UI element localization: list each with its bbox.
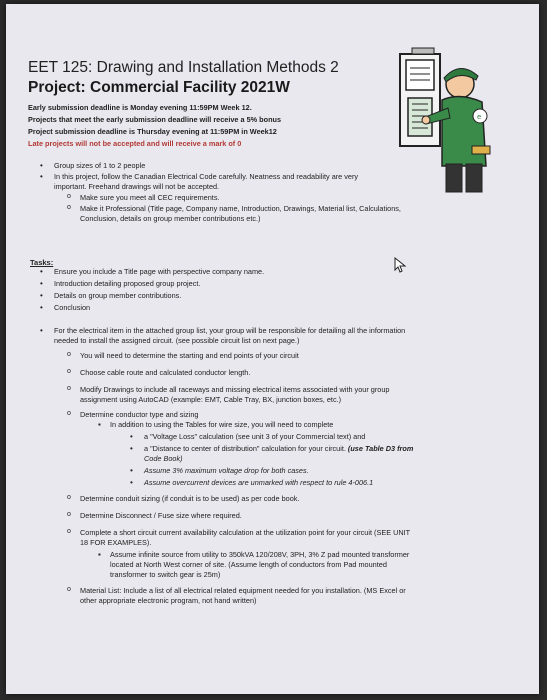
wire-size-item: ▪ In addition to using the Tables for wire size, you will need to complete xyxy=(110,420,333,430)
material-list-subitem-line1: o Material List: Include a list of all electrical related equipment needed for you installation. (MS Excel or xyxy=(80,586,406,596)
start-end-points-subitem: o You will need to determine the starting and end points of your circuit xyxy=(80,351,299,361)
professional-subitem-line2: Conclusion, details on group member contributions etc.) xyxy=(80,214,261,223)
conductor-sizing-subitem: o Determine conductor type and sizing xyxy=(80,410,198,420)
document-page xyxy=(6,4,539,694)
overcurrent-assumption: • Assume overcurrent devices are unmarked with respect to rule 4-006.1 xyxy=(144,478,373,488)
cec-requirements-subitem: o Make sure you meet all CEC requirements. xyxy=(80,193,220,203)
project-title: Project: Commercial Facility 2021W xyxy=(28,79,290,96)
task-item: • Introduction detailing proposed group project. xyxy=(54,279,200,289)
cable-route-subitem: o Choose cable route and calculated conductor length. xyxy=(80,368,250,378)
bonus-text: Projects that meet the early submission deadline will receive a 5% bonus xyxy=(28,115,282,124)
material-list-subitem-line2: other appropriate electronic program, not hand written) xyxy=(80,596,257,605)
professional-subitem-line1: o Make it Professional (Title page, Company name, Introduction, Drawings, Material list, Calculations, xyxy=(80,204,401,214)
short-circuit-subitem-line1: o Complete a short circuit current availability calculation at the utilization point for your circuit (SEE UNIT xyxy=(80,528,410,538)
code-book-note: Code Book) xyxy=(144,454,183,463)
late-policy-text: Late projects will not be accepted and will receive a mark of 0 xyxy=(28,139,242,148)
modify-drawings-subitem-line1: o Modify Drawings to include all raceways and missing electrical items associated with your group xyxy=(80,385,389,395)
tasks-heading: Tasks: xyxy=(30,258,54,267)
mouse-pointer-icon xyxy=(394,257,408,273)
distance-center-text: a "Distance to center of distribution" calculation for your circuit. xyxy=(144,444,346,453)
modify-drawings-subitem-line2: assignment using AutoCAD (example: EMT, Cable Tray, BX, junction boxes, etc.) xyxy=(80,395,342,404)
group-size-bullet: • Group sizes of 1 to 2 people xyxy=(54,161,145,171)
voltage-loss-item: • a "Voltage Loss" calculation (see unit 3 of your Commercial text) and xyxy=(144,432,365,442)
electrician-clipart-icon xyxy=(398,46,498,196)
distance-center-item xyxy=(144,444,413,454)
infinite-source-item-line1: ▪ Assume infinite source from utility to 350kVA 120/208V, 3PH, 3% Z pad mounted transformer xyxy=(110,550,409,560)
task-item: • Ensure you include a Title page with perspective company name. xyxy=(54,267,264,277)
cec-bullet-line1: • In this project, follow the Canadian Electrical Code carefully. Neatness and readability are very xyxy=(54,172,358,182)
task-item: • Details on group member contributions. xyxy=(54,291,181,301)
short-circuit-subitem-line2: 18 FOR EXAMPLES). xyxy=(80,538,152,547)
conduit-sizing-subitem: o Determine conduit sizing (if conduit is to be used) as per code book. xyxy=(80,494,299,504)
voltage-drop-assumption: • Assume 3% maximum voltage drop for both cases. xyxy=(144,466,309,476)
infinite-source-item-line2: located at North West corner of site. (Assume length of conductors from Pad mounted xyxy=(110,560,387,569)
cec-bullet-line2: important. Freehand drawings will not be accepted. xyxy=(54,182,220,191)
table-d3-note: (use Table D3 from xyxy=(347,444,414,453)
task-item: • Conclusion xyxy=(54,303,90,313)
document-title: EET 125: Drawing and Installation Methods 2 xyxy=(28,59,339,76)
svg-text:e: e xyxy=(477,113,482,121)
electrical-lead-line2: needed to install the assigned circuit. (see possible circuit list on next page.) xyxy=(54,336,300,345)
disconnect-fuse-subitem: o Determine Disconnect / Fuse size where required. xyxy=(80,511,242,521)
submission-deadline-text: Project submission deadline is Thursday evening at 11:59PM in Week12 xyxy=(28,127,277,136)
electrical-lead-line1: • For the electrical item in the attached group list, your group will be responsible for detailing all the information xyxy=(54,326,405,336)
early-deadline-text: Early submission deadline is Monday evening 11:59PM Week 12. xyxy=(28,103,252,112)
infinite-source-item-line3: transformer to switch gear is 25m) xyxy=(110,570,221,579)
